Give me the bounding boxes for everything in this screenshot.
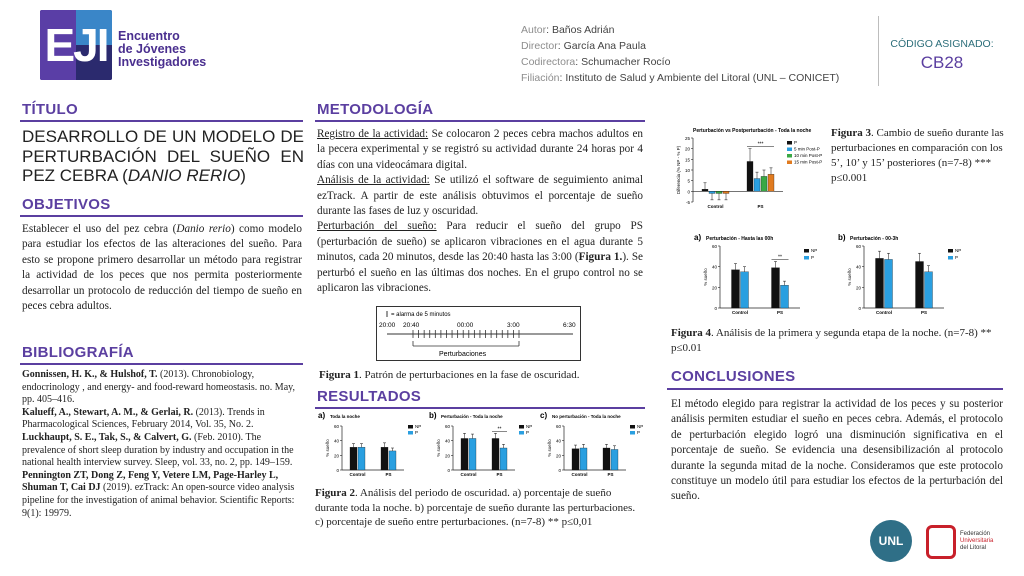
y-tick-label: 60	[711, 244, 717, 249]
y-tick-label: 20	[333, 453, 339, 459]
y-tick-label: 10	[684, 168, 690, 173]
legend-swatch	[408, 431, 413, 435]
conclusiones-heading: CONCLUSIONES	[671, 368, 796, 385]
figura2-caption: Figura 2. Análisis del periodo de oscuridad. a) porcentaje de sueño durante toda la noche. b) porcentaje de sueño durante las perturbaciones. c) porcentaje de sueño entre perturbaciones. (n=7-8) ** p≤0,01	[315, 487, 636, 529]
chart-title: Perturbación - Hasta las 00h	[706, 236, 774, 242]
legend-label: NP	[811, 248, 818, 253]
metodologia-heading: METODOLOGÍA	[317, 101, 434, 118]
metodologia-p1: Registro de la actividad: Se colocaron 2 peces cebra machos adultos en la pecera experimental y se registró su actividad durante 24 horas por 4 días con una videocámara digital.	[317, 128, 644, 171]
metodologia-text	[317, 127, 643, 296]
significance-label: ***	[757, 141, 764, 148]
y-tick-label: 0	[558, 468, 561, 473]
bar	[772, 268, 780, 308]
legend-label: P	[811, 255, 815, 260]
poster-title: DESARROLLO DE UN MODELO DE PERTURBACIÓN DEL SUEÑO EN PEZ CEBRA (DANIO RERIO)	[22, 127, 304, 185]
y-axis-label: Diferencia (% NP - % P)	[676, 145, 681, 195]
chart-title: Toda la noche	[330, 414, 360, 419]
chart-fig3	[665, 124, 827, 216]
legend-label: NP	[526, 424, 533, 429]
y-tick-label: 5	[687, 178, 690, 184]
y-tick-label: 40	[855, 264, 861, 270]
chart-title: No perturbación - Toda la noche	[552, 414, 621, 419]
reference-item: Kalueff, A., Stewart, A. M., & Gerlai, R. (2013). Trends in Pharmacological Sciences, February 2014, Vol. 35, No. 2.	[22, 406, 265, 431]
code-label: CÓDIGO ASIGNADO:	[890, 38, 994, 50]
bar	[461, 438, 468, 470]
bar	[702, 189, 708, 191]
conclusiones-rule	[667, 388, 1003, 390]
legend-swatch	[519, 431, 524, 435]
titulo-heading: TÍTULO	[22, 101, 78, 118]
y-tick-label: 20	[855, 285, 861, 291]
chart-title: Perturbación - Toda la noche	[441, 414, 503, 419]
objetivos-heading: OBJETIVOS	[22, 196, 111, 213]
reference-list	[22, 369, 304, 520]
bar	[709, 191, 715, 193]
legend-swatch	[519, 425, 524, 429]
meta-affiliation: Filiación: Instituto de Salud y Ambiente del Litoral (UNL – CONICET)	[521, 72, 840, 84]
category-label: Control	[460, 472, 477, 477]
category-label: PS	[385, 472, 392, 477]
org-line-2: de Jóvenes	[118, 42, 187, 56]
chart-title: Perturbación - 00-3h	[850, 236, 899, 242]
eji-org-name	[118, 30, 206, 69]
legend-swatch	[787, 148, 792, 152]
panel-label: b)	[838, 233, 846, 242]
y-tick-label: 0	[687, 189, 690, 195]
legend-swatch	[787, 141, 792, 145]
bar	[469, 438, 476, 470]
code-value: CB28	[920, 53, 964, 72]
y-tick-label: 40	[555, 438, 561, 444]
legend-label: 5 min Post-P	[794, 146, 820, 152]
resultados-heading: RESULTADOS	[317, 388, 422, 405]
titulo-rule	[20, 120, 303, 122]
chart-fig2c	[538, 410, 648, 482]
bibliografia-heading: BIBLIOGRAFÍA	[22, 344, 134, 361]
legend-label: P	[955, 255, 959, 260]
category-label: Control	[571, 472, 588, 477]
category-label: PS	[496, 472, 503, 477]
bar	[500, 448, 507, 470]
significance-label: **	[778, 254, 782, 261]
bar	[580, 448, 587, 470]
header-divider	[878, 16, 879, 86]
tick-label-0300: 3:00	[507, 322, 520, 329]
bar	[768, 174, 774, 191]
meta-author: Autor: Baños Adrián	[521, 24, 615, 36]
federacion-logo-mark	[926, 525, 956, 559]
bar	[916, 262, 924, 309]
legend-label: 10 min Post-P	[794, 153, 823, 158]
category-label: PS	[920, 310, 928, 315]
bar	[723, 191, 729, 193]
tick-label-0630: 6:30	[563, 322, 576, 329]
panel-label: a)	[694, 233, 702, 242]
bar	[358, 447, 365, 470]
y-tick-label: 60	[555, 424, 561, 429]
panel-label: b)	[429, 411, 437, 420]
meta-director: Director: García Ana Paula	[521, 40, 646, 52]
y-tick-label: 0	[336, 468, 339, 473]
panel-label: c)	[540, 411, 548, 420]
legend-label: NP	[955, 248, 962, 253]
legend-swatch	[408, 425, 413, 429]
metodologia-p3: Perturbación del sueño: Para reducir el sueño del grupo PS (perturbación de sueño) se aplicaron vibraciones en el agua durante 5 minutos, cada 20 minutos, desde las 20:40 hasta las 3:00 (Figura 1.). Se perturbó el sueño en las últimas dos noches. En el grupo control no se aplicaron las vibraciones.	[317, 220, 644, 295]
bar	[781, 285, 789, 308]
y-tick-label: 15	[684, 157, 690, 163]
y-tick-label: 40	[711, 264, 717, 270]
y-axis-label: % sueño	[547, 439, 552, 457]
federacion-logo-text: Federación Universitaria del Litoral	[960, 531, 994, 551]
figura1-caption: Figura 1. Patrón de perturbaciones en la fase de oscuridad.	[319, 369, 580, 381]
y-tick-label: 0	[714, 306, 717, 311]
y-tick-label: 60	[444, 424, 450, 429]
unl-logo	[870, 520, 912, 562]
bar	[876, 258, 884, 308]
bar	[885, 259, 893, 308]
y-tick-label: 40	[333, 438, 339, 444]
chart-title: Perturbación vs Postperturbación - Toda la noche	[693, 128, 812, 134]
tick-label-2040: 20:40	[403, 322, 420, 329]
bar	[350, 447, 357, 470]
objetivos-rule	[20, 215, 303, 217]
reference-item: Gonnissen, H. K., & Hulshof, T. (2013). Chronobiology, endocrinology , and energy- and food-reward homeostasis. no. May, pp. 405–416.	[22, 369, 295, 406]
figura3-caption: Figura 3. Cambio de sueño durante las perturbaciones en comparación con los 5’, 10’ y 15’ posteriores (n=7-8) *** p≤0.001	[831, 127, 1004, 184]
legend-swatch	[787, 161, 792, 165]
legend-swatch	[787, 154, 792, 158]
bar	[747, 161, 753, 191]
significance-label: **	[497, 426, 502, 433]
tick-label-0000: 00:00	[457, 322, 474, 329]
timeline-svg	[377, 307, 582, 362]
chart-fig2b	[427, 410, 537, 482]
y-tick-label: 0	[447, 468, 450, 473]
eji-logo-text: EJI	[44, 19, 108, 71]
metodologia-p2: Análisis de la actividad: Se utilizó el software de seguimiento animal ezTrack. A partir de este análisis obtuvimos el porcentaje de sueño durante las fases de luz y oscuridad.	[317, 174, 643, 218]
bar	[741, 272, 749, 308]
legend-swatch	[948, 249, 953, 253]
timeline-legend: = alarma de 5 minutos	[391, 312, 451, 318]
eji-logo	[40, 10, 112, 80]
author-meta	[521, 22, 881, 86]
bar	[611, 449, 618, 470]
reference-item: Luckhaupt, S. E., Tak, S., & Calvert, G. (Feb. 2010). The prevalence of short sleep duration by industry and occupation in the national health interview survey. Sleep, vol. 33, no. 2, pp. 149–159.	[22, 431, 294, 469]
y-axis-label: % sueño	[703, 268, 708, 286]
y-axis-label: % sueño	[436, 439, 441, 457]
figura1-timeline	[376, 306, 581, 361]
meta-codirector: Codirectora: Schumacher Rocío	[521, 56, 671, 68]
bar	[761, 176, 767, 191]
legend-label: NP	[415, 424, 422, 429]
legend-swatch	[948, 256, 953, 260]
y-tick-label: 25	[684, 136, 690, 141]
resultados-rule	[315, 407, 645, 409]
y-tick-label: 20	[684, 146, 690, 152]
chart-fig4b	[836, 232, 976, 320]
bar	[716, 191, 722, 193]
chart-fig4a	[692, 232, 832, 320]
y-tick-label: 20	[444, 453, 450, 459]
panel-label: a)	[318, 411, 326, 420]
legend-label: NP	[637, 424, 644, 429]
bar	[925, 272, 933, 308]
legend-swatch	[630, 425, 635, 429]
category-label: Control	[876, 310, 892, 315]
legend-label: P	[637, 430, 641, 435]
bar	[732, 270, 740, 308]
y-axis-label: % sueño	[847, 268, 852, 286]
y-tick-label: -5	[685, 200, 690, 205]
bracket-label: Perturbaciones	[439, 351, 487, 358]
category-label: PS	[776, 310, 784, 315]
bar	[603, 448, 610, 470]
y-tick-label: 60	[855, 244, 861, 249]
y-tick-label: 20	[555, 453, 561, 459]
bar	[381, 447, 388, 470]
bar	[572, 449, 579, 470]
legend-label: P	[526, 430, 530, 435]
bar	[492, 438, 499, 470]
legend-label: P	[415, 430, 419, 435]
unl-logo-text: UNL	[878, 534, 904, 548]
bar	[754, 179, 760, 192]
y-tick-label: 40	[444, 438, 450, 444]
metodologia-rule	[315, 120, 645, 122]
bibliografia-rule	[20, 363, 303, 365]
reference-item: Pennington ZT, Dong Z, Feng Y, Vetere LM, Page-Harley L, Shuman T, Cai DJ (2019). ezTrack: An open-source video analysis pipeline for the investigation of animal behavior. Scientific Reports: 9(1): 19979.	[22, 469, 295, 519]
legend-label: 15 min Post-P	[794, 159, 823, 165]
chart-fig2a	[316, 410, 426, 482]
tick-label-2000: 20:00	[379, 322, 396, 329]
org-line-1: Encuentro	[118, 29, 180, 43]
org-line-3: Investigadores	[118, 55, 207, 69]
legend-swatch	[630, 431, 635, 435]
legend-swatch	[804, 256, 809, 260]
category-label: PS	[607, 472, 614, 477]
y-axis-label: % sueño	[325, 439, 330, 457]
legend-swatch	[804, 249, 809, 253]
category-label: Control	[707, 204, 724, 209]
objetivos-text: Establecer el uso del pez cebra (Danio rerio) como modelo para estudiar los efectos de las alteraciones del sueño. Para esto se propone primero desarrollar un método para registrar la actividad de los peces que nos permita posteriormente desarrollar un protocolo de reducción del tiempo de sueño en peces cebra adultos.	[22, 223, 302, 313]
y-tick-label: 60	[333, 424, 339, 429]
category-label: Control	[349, 472, 366, 477]
y-tick-label: 20	[711, 285, 717, 291]
conclusiones-text: El método elegido para registrar la actividad de los peces y su posterior análisis permiten estudiar el sueño en peces cebra. Además, el protocolo de perturbación elegido logró una disminución significativa en el porcentaje de sueño. Se evidencia una desensibilización al protocolo durante la segunda mitad de la noche. Consideramos que este protocolo constituye un modelo útil para estudiar los efectos de la perturbación del sueño.	[671, 398, 1003, 503]
category-label: PS	[757, 204, 764, 209]
y-tick-label: 0	[858, 306, 861, 311]
legend-label: P	[794, 140, 798, 145]
category-label: Control	[732, 310, 748, 315]
figura4-caption: Figura 4. Análisis de la primera y segunda etapa de la noche. (n=7-8) ** p≤0.01	[671, 327, 992, 354]
bar	[389, 451, 396, 470]
federacion-logo	[926, 521, 1016, 563]
